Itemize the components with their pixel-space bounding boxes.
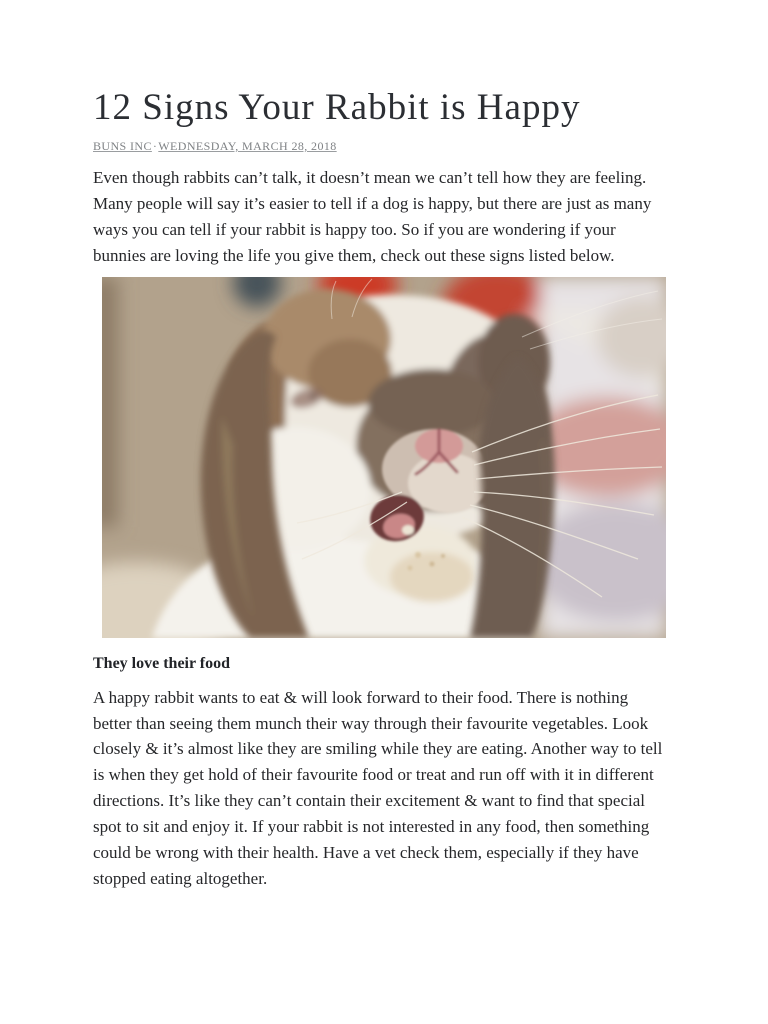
byline-author-link[interactable]: BUNS INC	[93, 139, 152, 153]
article-content	[93, 0, 671, 892]
section-heading: They love their food	[93, 654, 231, 672]
rabbit-photo	[102, 277, 666, 638]
article-title: 12 Signs Your Rabbit is Happy	[93, 87, 581, 128]
intro-paragraph: Even though rabbits can’t talk, it doesn’t mean we can’t tell how they are feeling. Many people will say it’s easier to tell if a dog is happy, but there are just as many ways you can tell if your rabbit is happy too. So if you are wondering if your bunnies are loving the life you give them, check out these signs listed below.	[93, 168, 652, 265]
byline-separator: ·	[152, 139, 158, 153]
section-paragraph: A happy rabbit wants to eat & will look forward to their food. There is nothing better than seeing them munch their way through their favourite vegetables. Look closely & it’s almost like they are smiling while they are eating. Another way to tell is when they get hold of their favourite food or treat and run off with it in different directions. It’s like they can’t contain their excitement & want to find that special spot to sit and enjoy it. If your rabbit is not interested in any food, then something could be wrong with their health. Have a vet check them, especially if they have stopped eating altogether.	[93, 687, 663, 888]
byline-date-link[interactable]: WEDNESDAY, MARCH 28, 2018	[158, 139, 337, 153]
rabbit-photo-illustration	[102, 277, 666, 638]
byline	[93, 138, 671, 155]
